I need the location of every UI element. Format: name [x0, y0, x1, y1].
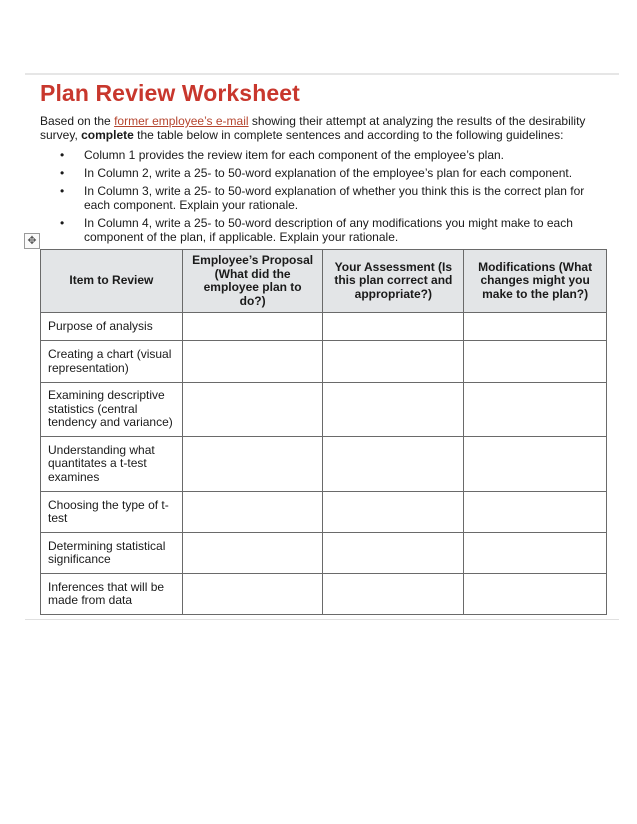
proposal-cell[interactable] — [182, 313, 323, 341]
assessment-cell[interactable] — [323, 383, 464, 437]
modifications-cell[interactable] — [464, 574, 607, 615]
assessment-cell[interactable] — [323, 313, 464, 341]
guideline-item: • In Column 3, write a 25- to 50-word explanation of whether you think this is the correct plan for each component. Explain your rationale. — [60, 184, 585, 212]
assessment-cell[interactable] — [323, 533, 464, 574]
intro-bold-word: complete — [81, 128, 134, 142]
proposal-cell[interactable] — [182, 383, 323, 437]
bullet-icon: • — [60, 184, 65, 198]
review-item-cell: Purpose of analysis — [41, 313, 183, 341]
table-row — [41, 533, 607, 574]
intro-text-mid: showing their attempt at analyzing the results of the desirability survey, — [40, 114, 586, 142]
table-row — [41, 492, 607, 533]
intro-text-after: the table below in complete sentences and according to the following guidelines: — [133, 128, 564, 142]
guideline-item: • In Column 4, write a 25- to 50-word description of any modifications you might make to each component of the plan, if applicable. Explain your rationale. — [60, 216, 573, 244]
intro-paragraph — [40, 114, 605, 142]
assessment-cell[interactable] — [323, 492, 464, 533]
bullet-icon: • — [60, 166, 65, 180]
bullet-icon: • — [60, 216, 65, 230]
header-employee-proposal: Employee’s Proposal (What did the employee plan to do?) — [182, 250, 323, 313]
assessment-cell[interactable] — [323, 574, 464, 615]
assessment-cell[interactable] — [323, 437, 464, 492]
page-top-border — [25, 73, 619, 75]
header-your-assessment: Your Assessment (Is this plan correct and appropriate?) — [323, 250, 464, 313]
page-title: Plan Review Worksheet — [40, 80, 300, 106]
modifications-cell[interactable] — [464, 492, 607, 533]
modifications-cell[interactable] — [464, 313, 607, 341]
modifications-cell[interactable] — [464, 437, 607, 492]
proposal-cell[interactable] — [182, 492, 323, 533]
bullet-icon: • — [60, 148, 65, 162]
intro-text-before: Based on the — [40, 114, 115, 128]
table-row — [41, 341, 607, 383]
guidelines-list — [40, 148, 600, 248]
table-move-handle-icon[interactable]: ✥ — [24, 233, 40, 249]
review-item-cell: Choosing the type of t-test — [41, 492, 183, 533]
review-item-cell: Creating a chart (visual representation) — [41, 341, 183, 383]
modifications-cell[interactable] — [464, 383, 607, 437]
proposal-cell[interactable] — [182, 341, 323, 383]
review-item-cell: Inferences that will be made from data — [41, 574, 183, 615]
table-row — [41, 437, 607, 492]
page-bottom-border — [25, 619, 619, 620]
table-row — [41, 574, 607, 615]
former-employee-email-link[interactable]: former employee’s e-mail — [114, 114, 249, 128]
table-row — [41, 313, 607, 341]
review-item-cell: Determining statistical significance — [41, 533, 183, 574]
assessment-cell[interactable] — [323, 341, 464, 383]
proposal-cell[interactable] — [182, 574, 323, 615]
proposal-cell[interactable] — [182, 533, 323, 574]
table-header-row — [41, 250, 607, 313]
table-row — [41, 383, 607, 437]
modifications-cell[interactable] — [464, 533, 607, 574]
modifications-cell[interactable] — [464, 341, 607, 383]
review-item-cell: Examining descriptive statistics (central tendency and variance) — [41, 383, 183, 437]
guideline-item: • Column 1 provides the review item for each component of the employee’s plan. — [60, 148, 505, 162]
header-item-to-review: Item to Review — [41, 250, 183, 313]
guideline-item: • In Column 2, write a 25- to 50-word explanation of the employee’s plan for each component. — [60, 166, 573, 180]
review-item-cell: Understanding what quantitates a t-test examines — [41, 437, 183, 492]
proposal-cell[interactable] — [182, 437, 323, 492]
header-modifications: Modifications (What changes might you make to the plan?) — [464, 250, 607, 313]
plan-review-table — [40, 249, 607, 615]
